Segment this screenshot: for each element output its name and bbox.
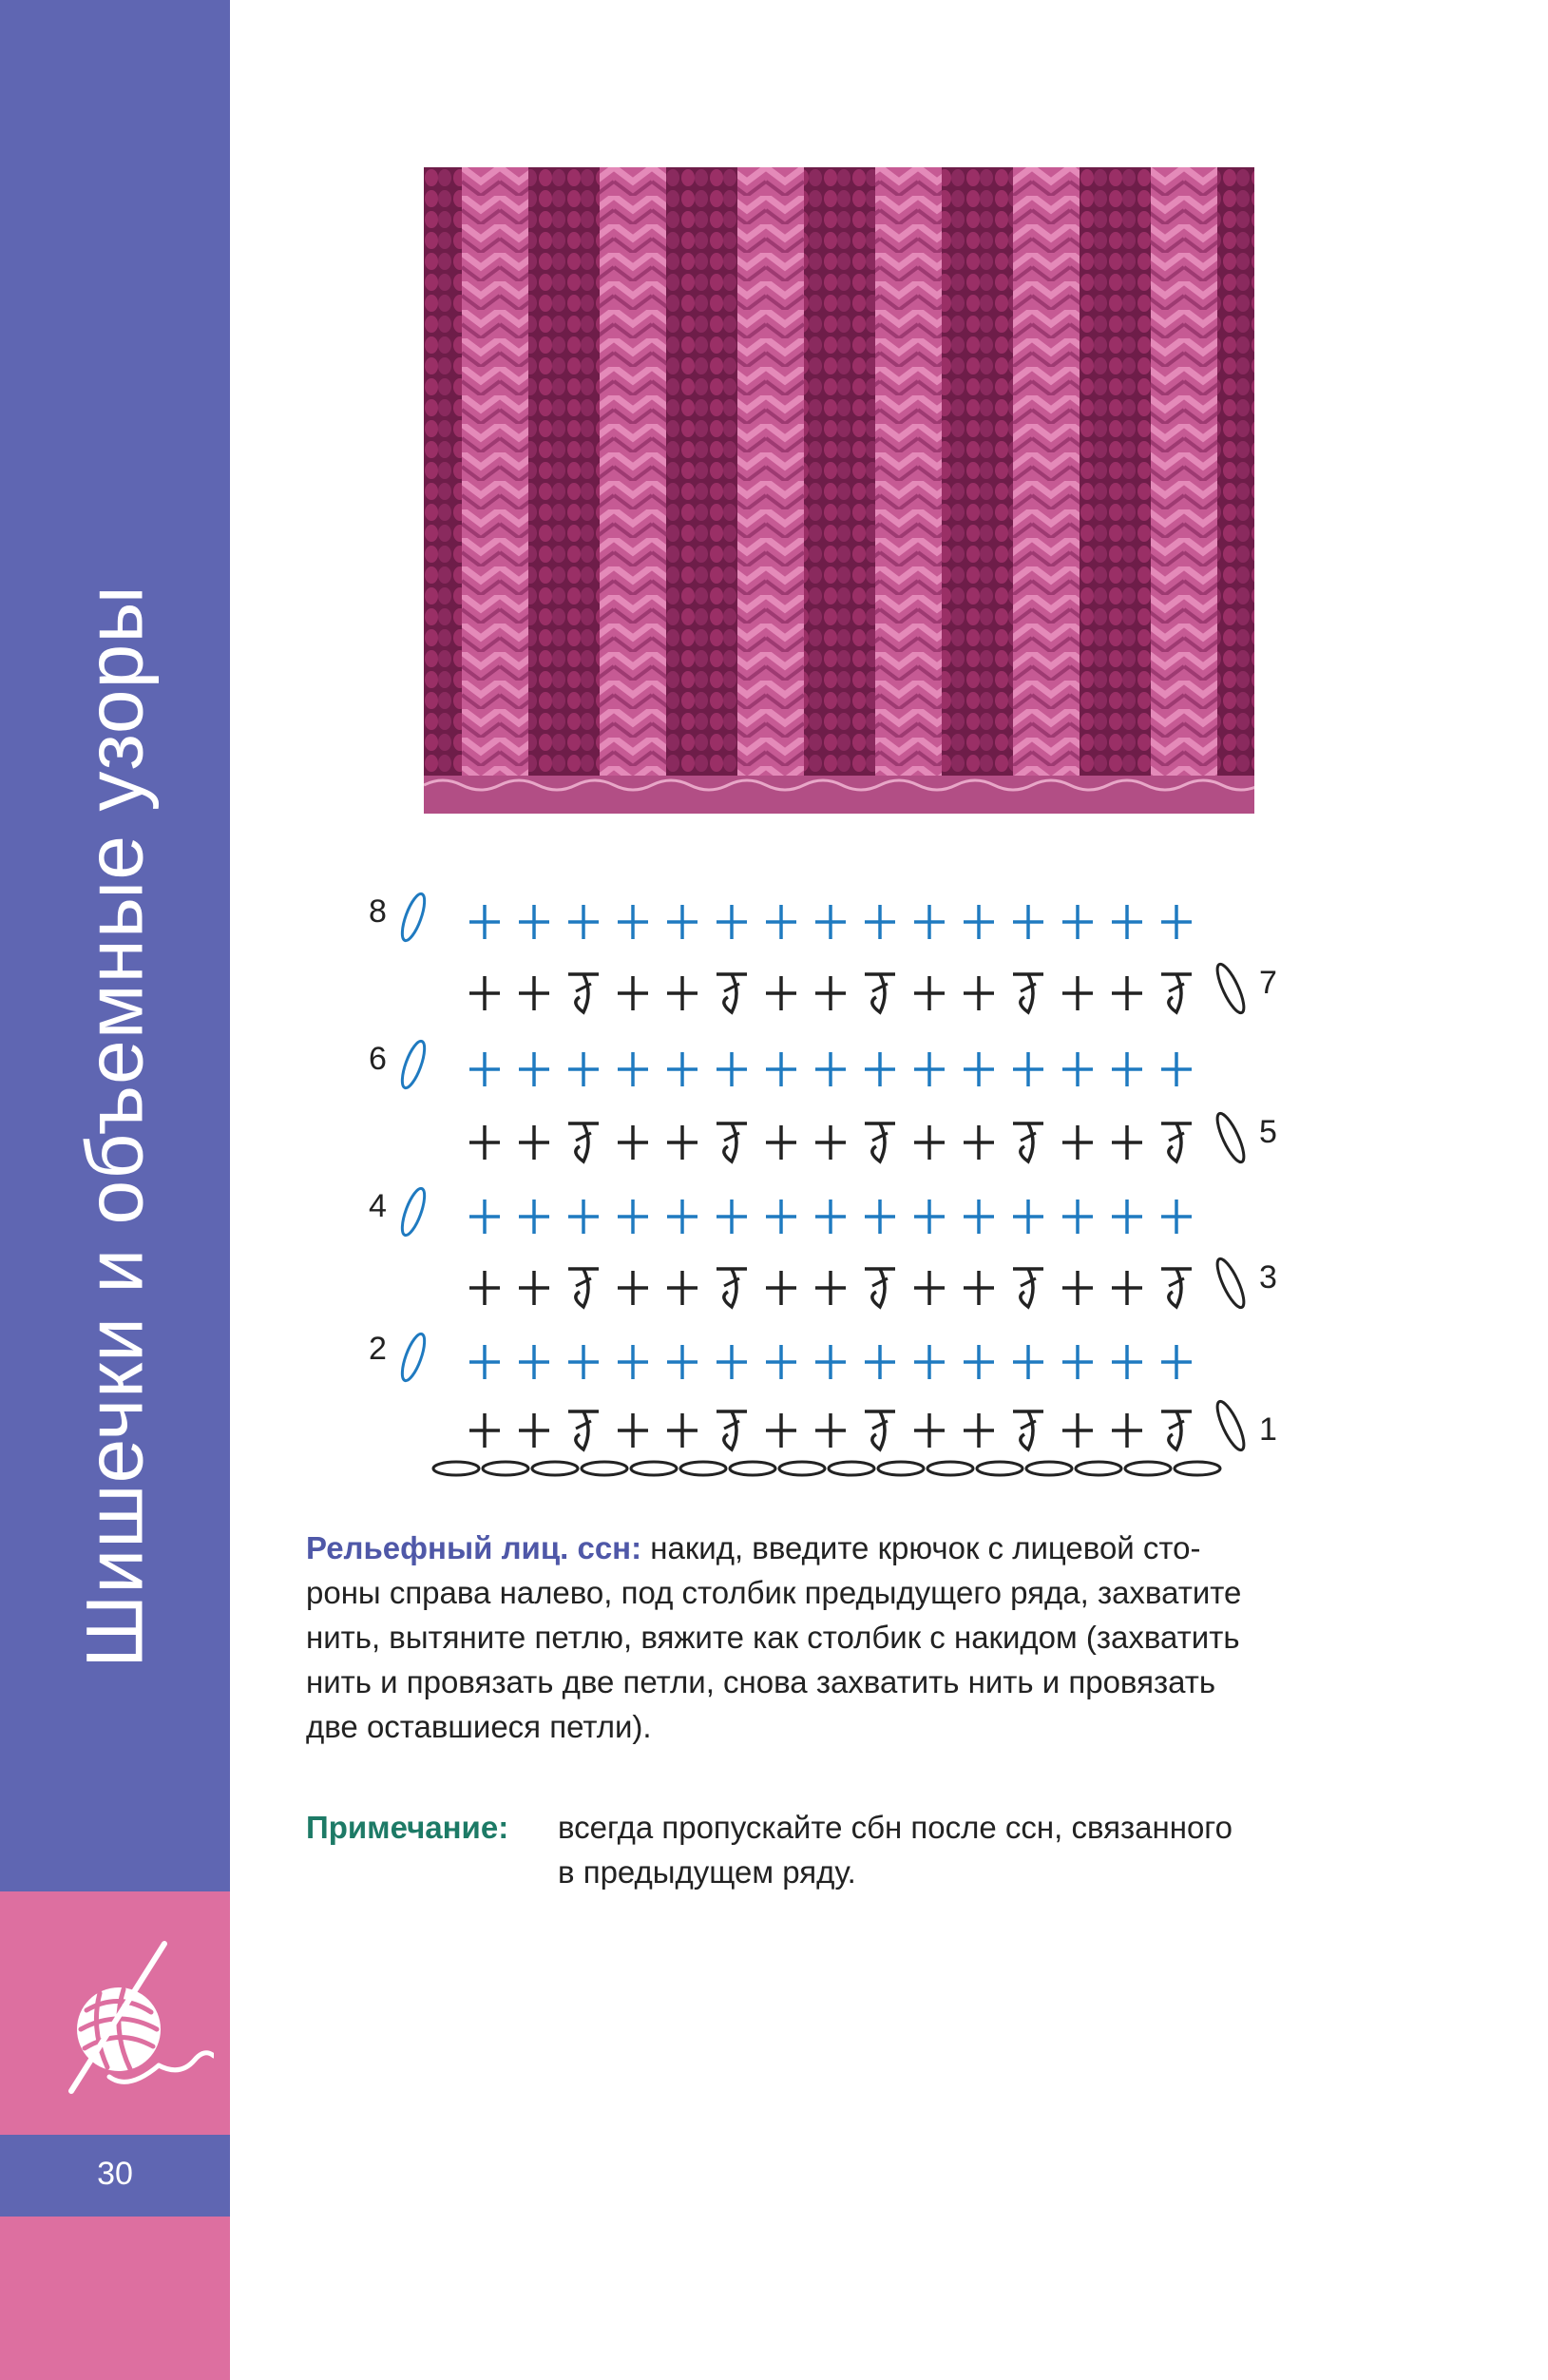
chain-symbol — [927, 1462, 973, 1475]
chain-symbol — [779, 1462, 825, 1475]
chain-symbol — [532, 1462, 578, 1475]
chain-symbol — [483, 1462, 528, 1475]
chain-symbol — [977, 1462, 1022, 1475]
turning-chain — [1213, 1110, 1249, 1165]
chain-symbol — [1175, 1462, 1220, 1475]
turning-chain — [398, 1186, 430, 1238]
instructions-line-3: нить, вытяните петлю, вяжите как столбик с накидом (захватить — [306, 1620, 1240, 1655]
chain-symbol — [582, 1462, 627, 1475]
instructions-line-2: роны справа налево, под столбик предыдущего ряда, захватите — [306, 1575, 1242, 1610]
chain-symbol — [829, 1462, 874, 1475]
chain-symbol — [878, 1462, 924, 1475]
instructions-line-4: нить и провязать две петли, снова захватить нить и провязать — [306, 1664, 1216, 1699]
instructions-term: Рельефный лиц. ссн: — [306, 1530, 642, 1565]
turning-chain — [398, 892, 430, 943]
row-label-5: 5 — [1259, 1114, 1277, 1150]
turning-chain — [1213, 1256, 1249, 1311]
note-label: Примечание: — [306, 1810, 509, 1845]
row-label-3: 3 — [1259, 1259, 1277, 1296]
instructions-line-1: Рельефный лиц. ссн: накид, введите крючок с лицевой сто- — [306, 1530, 1201, 1565]
chain-symbol — [631, 1462, 677, 1475]
note-line-1: всегда пропускайте сбн после ссн, связанного — [558, 1810, 1233, 1845]
chain-symbol — [1076, 1462, 1121, 1475]
note-body — [558, 1805, 1385, 1894]
chain-symbol — [730, 1462, 775, 1475]
chain-symbol — [1026, 1462, 1072, 1475]
row-label-7: 7 — [1259, 965, 1277, 1001]
yarn-ball-hook-icon — [52, 1934, 214, 2105]
turning-chain — [398, 1332, 430, 1383]
chain-symbol — [433, 1462, 479, 1475]
turning-chain — [1213, 961, 1249, 1016]
crochet-chart — [361, 870, 1302, 1488]
row-label-4: 4 — [369, 1188, 387, 1224]
instructions — [306, 1526, 1385, 1749]
note — [306, 1805, 1385, 1894]
row-label-1: 1 — [1259, 1411, 1277, 1448]
turning-chain — [398, 1039, 430, 1090]
sidebar-bottom-band — [0, 2217, 230, 2380]
turning-chain — [1213, 1398, 1249, 1453]
row-label-8: 8 — [369, 893, 387, 930]
row-label-6: 6 — [369, 1041, 387, 1077]
row-label-2: 2 — [369, 1331, 387, 1367]
chain-symbol — [1125, 1462, 1171, 1475]
section-title: Шишечки и объемные узоры — [69, 585, 160, 1668]
instructions-line-5: две оставшиеся петли). — [306, 1709, 652, 1744]
page-number: 30 — [97, 2156, 133, 2192]
sidebar — [0, 0, 230, 2380]
chain-symbol — [680, 1462, 726, 1475]
note-line-2: в предыдущем ряду. — [558, 1854, 856, 1890]
knitted-swatch-photo — [424, 167, 1254, 814]
